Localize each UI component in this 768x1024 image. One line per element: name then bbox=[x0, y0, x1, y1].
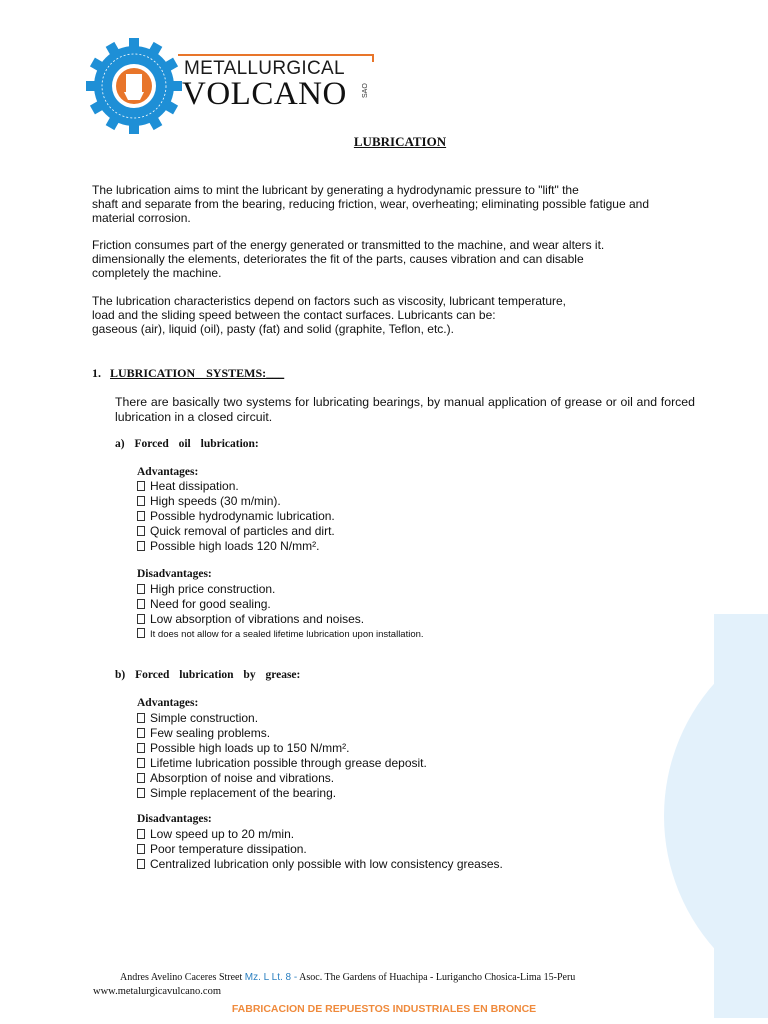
footer-address bbox=[120, 972, 575, 983]
paragraph-2-line-2: dimensionally the elements, deteriorates the fit of the parts, causes vibration and can disable bbox=[92, 252, 584, 266]
brand-name-line2: VOLCANO bbox=[182, 76, 347, 112]
checkbox-icon bbox=[137, 829, 145, 839]
subsection-b-disadvantages-label: Disadvantages: bbox=[137, 813, 212, 825]
paragraph-1-line-2: shaft and separate from the bearing, reducing friction, wear, overheating; eliminating possible fatigue and bbox=[92, 197, 650, 211]
watermark-gear-icon bbox=[654, 596, 768, 1024]
checkbox-icon bbox=[137, 859, 145, 869]
section-1-intro: There are basically two systems for lubricating bearings, by manual application of grease or oil and forced lubrication in a closed circuit. bbox=[115, 395, 695, 424]
subsection-b-advantages-list bbox=[137, 711, 427, 801]
list-item: Few sealing problems. bbox=[137, 726, 427, 741]
checkbox-icon bbox=[137, 599, 145, 609]
checkbox-icon bbox=[137, 541, 145, 551]
list-item: Quick removal of particles and dirt. bbox=[137, 524, 335, 539]
list-item: Poor temperature dissipation. bbox=[137, 842, 503, 857]
section-1-label: LUBRICATION SYSTEMS: bbox=[110, 366, 267, 380]
paragraph-2-line-1: Friction consumes part of the energy generated or transmitted to the machine, and wear alters it. bbox=[92, 238, 605, 252]
checkbox-icon bbox=[137, 844, 145, 854]
subsection-a-advantages-label: Advantages: bbox=[137, 466, 199, 478]
checkbox-icon bbox=[137, 758, 145, 768]
paragraph-1-line-1: The lubrication aims to mint the lubricant by generating a hydrodynamic pressure to "lift" the bbox=[92, 183, 579, 197]
section-1-trailer: ___ bbox=[266, 366, 285, 380]
checkbox-icon bbox=[137, 614, 145, 624]
footer-street: Andres Avelino Caceres Street bbox=[120, 972, 243, 983]
checkbox-icon bbox=[137, 526, 145, 536]
section-1-heading bbox=[92, 366, 284, 381]
paragraph-2 bbox=[92, 238, 692, 280]
checkbox-icon bbox=[137, 511, 145, 521]
paragraph-3-line-2: load and the sliding speed between the contact surfaces. Lubricants can be: bbox=[92, 308, 496, 322]
subsection-a-disadvantages-list bbox=[137, 582, 424, 642]
list-item: High speeds (30 m/min). bbox=[137, 494, 335, 509]
checkbox-icon bbox=[137, 773, 145, 783]
checkbox-icon bbox=[137, 481, 145, 491]
list-item: Possible hydrodynamic lubrication. bbox=[137, 509, 335, 524]
paragraph-3 bbox=[92, 294, 692, 336]
list-item: Possible high loads up to 150 N/mm². bbox=[137, 741, 427, 756]
list-item: Simple construction. bbox=[137, 711, 427, 726]
list-item: Heat dissipation. bbox=[137, 479, 335, 494]
paragraph-1 bbox=[92, 183, 692, 225]
list-item: Centralized lubrication only possible with low consistency greases. bbox=[137, 857, 503, 872]
subsection-a-advantages-list bbox=[137, 479, 335, 554]
subsection-b-heading: b) Forced lubrication by grease: bbox=[115, 669, 301, 681]
list-item: Low speed up to 20 m/min. bbox=[137, 827, 503, 842]
list-item: Possible high loads 120 N/mm². bbox=[137, 539, 335, 554]
company-logo-gear-icon bbox=[86, 38, 182, 134]
footer-tagline: FABRICACION DE REPUESTOS INDUSTRIALES EN BRONCE bbox=[231, 1003, 537, 1015]
document-title: LUBRICATION bbox=[353, 134, 447, 149]
company-brand bbox=[176, 46, 376, 126]
footer-lot: Mz. L Lt. 8 - bbox=[244, 972, 298, 983]
brand-suffix: SAO bbox=[362, 83, 369, 98]
footer-association: Asoc. The Gardens of Huachipa - Lurigancho Chosica-Lima 15-Peru bbox=[299, 972, 576, 983]
checkbox-icon bbox=[137, 728, 145, 738]
checkbox-icon bbox=[137, 788, 145, 798]
checkbox-icon bbox=[137, 713, 145, 723]
section-1-number: 1. bbox=[92, 366, 101, 380]
list-item: Need for good sealing. bbox=[137, 597, 424, 612]
subsection-a-heading: a) Forced oil lubrication: bbox=[115, 438, 259, 450]
subsection-a-disadvantages-label: Disadvantages: bbox=[137, 568, 212, 580]
list-item: It does not allow for a sealed lifetime lubrication upon installation. bbox=[137, 627, 424, 642]
brand-name-line1: METALLURGICAL bbox=[184, 58, 345, 79]
paragraph-3-line-1: The lubrication characteristics depend on factors such as viscosity, lubricant temperature, bbox=[92, 294, 566, 308]
checkbox-icon bbox=[137, 496, 145, 506]
list-item: Lifetime lubrication possible through grease deposit. bbox=[137, 756, 427, 771]
checkbox-icon bbox=[137, 743, 145, 753]
checkbox-icon bbox=[137, 628, 145, 638]
list-item: High price construction. bbox=[137, 582, 424, 597]
paragraph-1-line-3: material corrosion. bbox=[92, 211, 191, 225]
subsection-b-disadvantages-list bbox=[137, 827, 503, 872]
footer-website-link[interactable]: www.metalurgicavulcano.com bbox=[93, 986, 221, 997]
list-item: Low absorption of vibrations and noises. bbox=[137, 612, 424, 627]
list-item: Simple replacement of the bearing. bbox=[137, 786, 427, 801]
paragraph-2-line-3: completely the machine. bbox=[92, 266, 222, 280]
paragraph-3-line-3: gaseous (air), liquid (oil), pasty (fat) and solid (graphite, Teflon, etc.). bbox=[92, 322, 454, 336]
subsection-b-advantages-label: Advantages: bbox=[137, 697, 199, 709]
list-item: Absorption of noise and vibrations. bbox=[137, 771, 427, 786]
checkbox-icon bbox=[137, 584, 145, 594]
